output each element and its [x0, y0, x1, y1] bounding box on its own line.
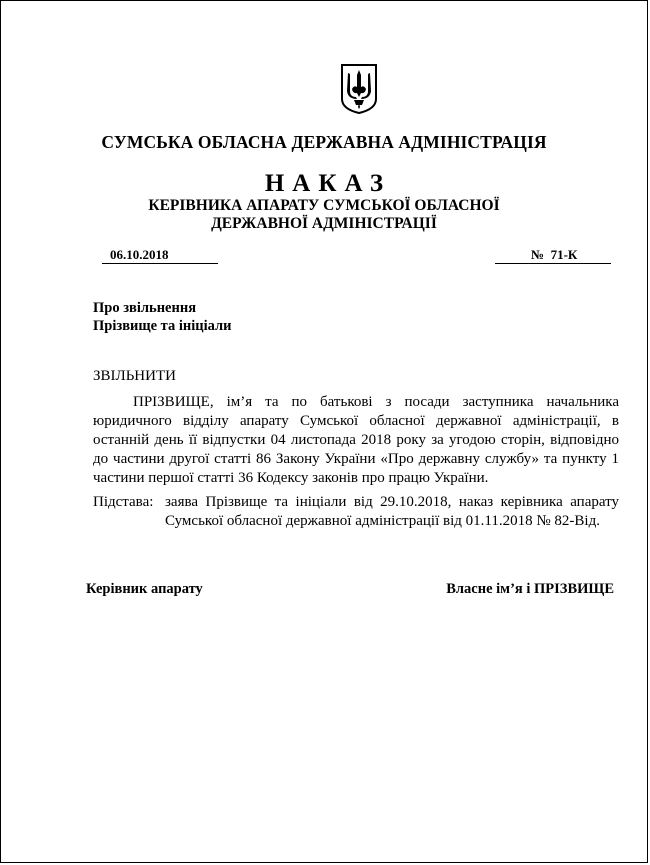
- trident-coat-of-arms-icon: [340, 63, 378, 115]
- document-date: 06.10.2018: [102, 247, 218, 264]
- issuer-line-1: КЕРІВНИКА АПАРАТУ СУМСЬКОЇ ОБЛАСНОЇ: [148, 197, 500, 214]
- order-action: ЗВІЛЬНИТИ: [93, 368, 176, 384]
- subject-line-1: Про звільнення: [93, 300, 197, 316]
- basis-line-2: Сумської обласної державної адміністрації від 01.11.2018 № 82-Від.: [165, 513, 600, 529]
- basis-label: Підстава:: [93, 494, 154, 510]
- signatory-position: Керівник апарату: [86, 581, 203, 597]
- document-subject: [93, 299, 232, 335]
- basis-line-1: заява Прізвище та ініціали від 29.10.2018, наказ керівника апарату: [165, 494, 619, 510]
- basis-block: [93, 493, 619, 531]
- signatory-name: Власне ім’я і ПРІЗВИЩЕ: [446, 581, 614, 597]
- subject-line-2: Прізвище та ініціали: [93, 318, 232, 334]
- document-number: № 71-К: [495, 247, 611, 264]
- organization-title: СУМСЬКА ОБЛАСНА ДЕРЖАВНА АДМІНІСТРАЦІЯ: [101, 132, 547, 152]
- document-type-title: НАКАЗ: [264, 170, 392, 197]
- basis-text: [165, 493, 619, 531]
- issuer-line-2: ДЕРЖАВНОЇ АДМІНІСТРАЦІЇ: [211, 215, 437, 232]
- order-paragraph: ПРІЗВИЩЕ, ім’я та по батькові з посади заступника начальника юридичного відділу апарату Сумської обласної державної адміністрації, в останній день її відпустки 04 листопада 2018 року за угодою сторін, відповідно до частини другої статті 86 Закону України «Про державну службу» та пункту 1 частини першої статті 36 Кодексу законів про працю України.: [93, 394, 619, 486]
- issuer-title: [1, 197, 647, 233]
